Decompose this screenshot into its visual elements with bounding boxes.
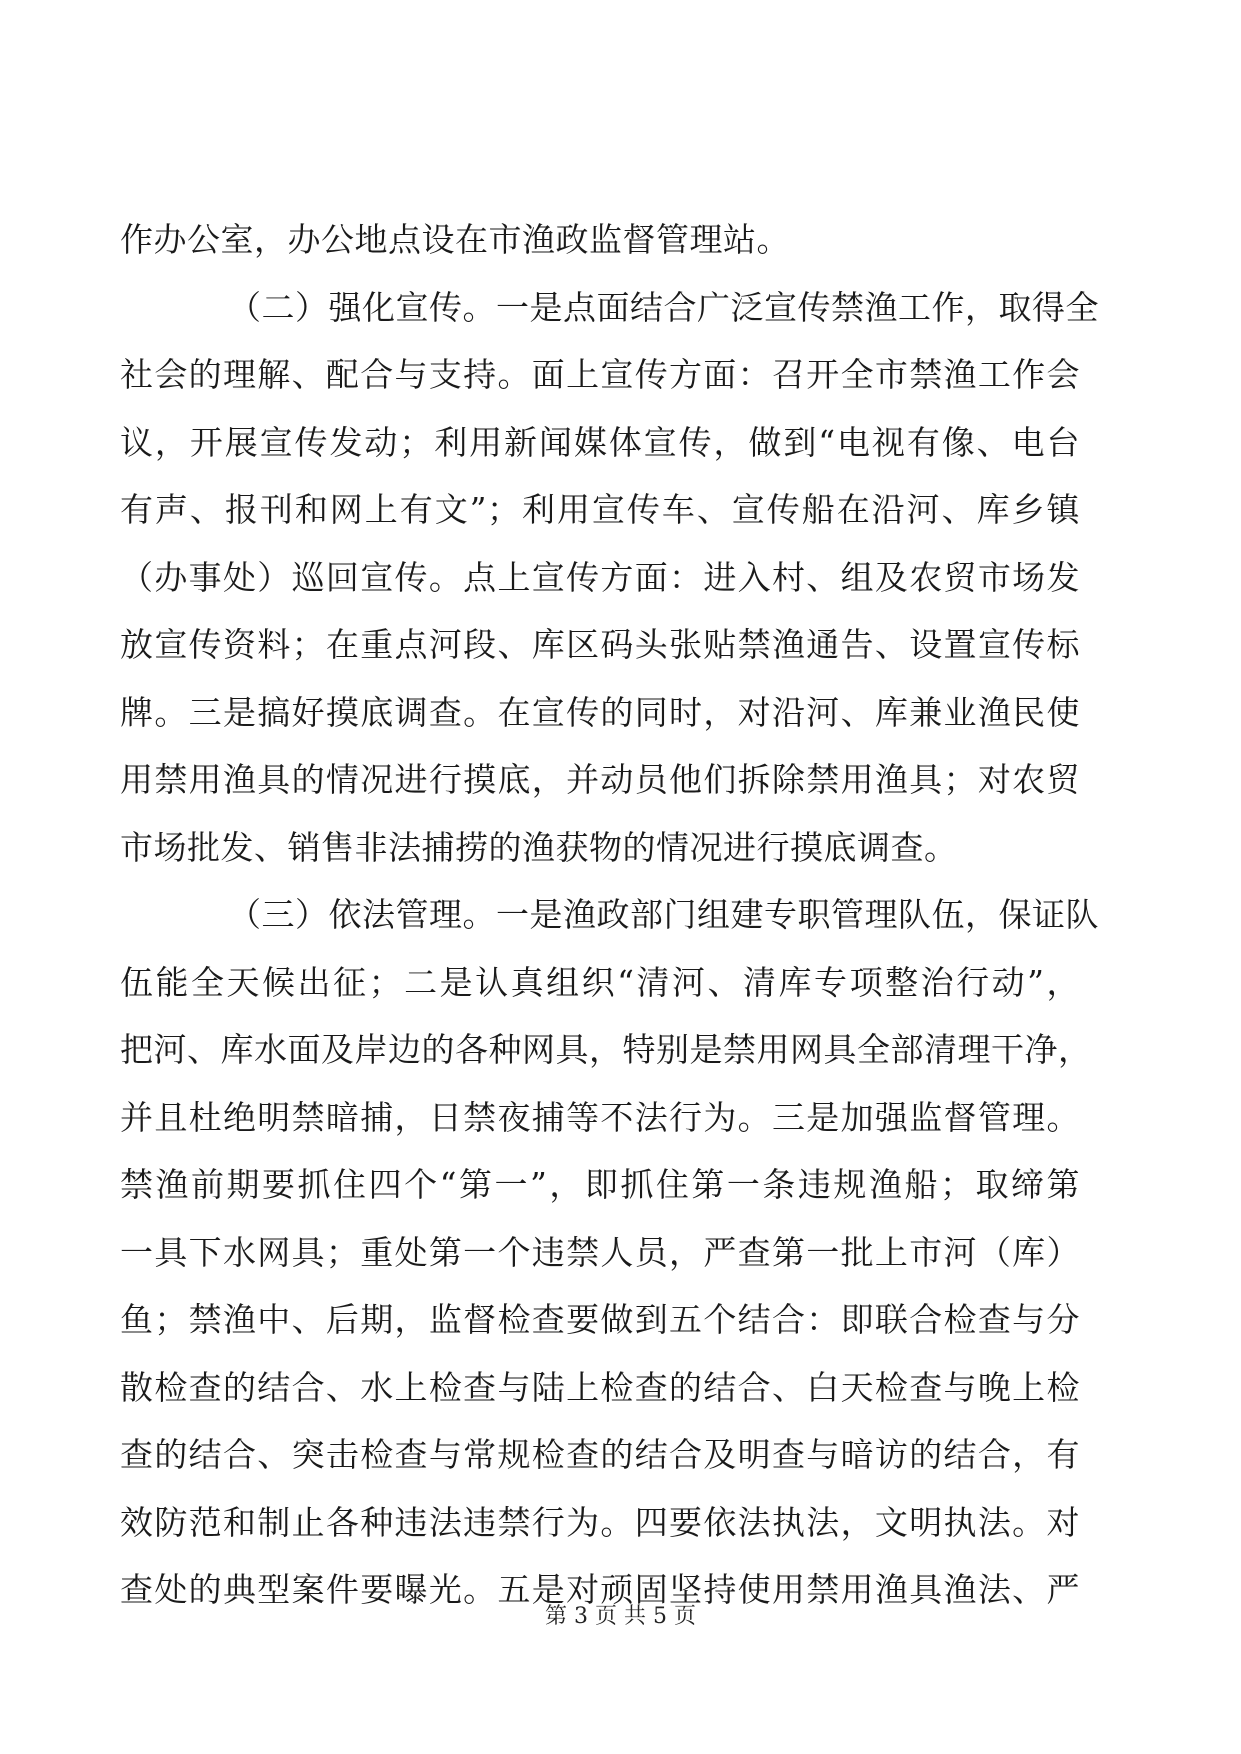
text-line: 社会的理解、配合与支持。面上宣传方面：召开全市禁渔工作会: [120, 355, 1080, 394]
text-line: 查的结合、突击检查与常规检查的结合及明查与暗访的结合，有: [120, 1435, 1080, 1474]
page-number-footer: 第 3 页 共 5 页: [545, 1604, 696, 1629]
text-line: （办事处）巡回宣传。点上宣传方面：进入村、组及农贸市场发: [120, 557, 1080, 597]
text-line: 有声、报刊和网上有文”；利用宣传车、宣传船在沿河、库乡镇: [120, 490, 1080, 529]
text-line: 牌。三是搞好摸底调查。在宣传的同时，对沿河、库兼业渔民使: [120, 692, 1080, 732]
text-line: 放宣传资料；在重点河段、库区码头张贴禁渔通告、设置宣传标: [120, 625, 1080, 664]
text-line: 查处的典型案件要曝光。五是对顽固坚持使用禁用渔具渔法、严: [120, 1570, 1080, 1609]
text-line: 散检查的结合、水上检查与陆上检查的结合、白天检查与晚上检: [120, 1367, 1080, 1407]
text-line: 伍能全天候出征；二是认真组织“清河、清库专项整治行动”，: [120, 962, 1080, 1002]
text-line: 市场批发、销售非法捕捞的渔获物的情况进行摸底调查。: [120, 827, 958, 867]
text-line: 用禁用渔具的情况进行摸底，并动员他们拆除禁用渔具；对农贸: [120, 760, 1080, 799]
text-line: 把河、库水面及岸边的各种网具，特别是禁用网具全部清理干净，: [120, 1030, 1092, 1069]
text-line: 一具下水网具；重处第一个违禁人员，严查第一批上市河（库）: [120, 1232, 1080, 1272]
text-line: 作办公室，办公地点设在市渔政监督管理站。: [120, 220, 790, 259]
text-line: 鱼；禁渔中、后期，监督检查要做到五个结合：即联合检查与分: [120, 1300, 1080, 1339]
text-line: 并且杜绝明禁暗捕，日禁夜捕等不法行为。三是加强监督管理。: [120, 1097, 1080, 1137]
text-line: （三）依法管理。一是渔政部门组建专职管理队伍，保证队: [228, 895, 1099, 934]
text-line: （二）强化宣传。一是点面结合广泛宣传禁渔工作，取得全: [228, 287, 1099, 327]
text-line: 效防范和制止各种违法违禁行为。四要依法执法，文明执法。对: [120, 1502, 1080, 1542]
text-line: 禁渔前期要抓住四个“第一”，即抓住第一条违规渔船；取缔第: [120, 1165, 1080, 1204]
text-line: 议，开展宣传发动；利用新闻媒体宣传，做到“电视有像、电台: [120, 422, 1080, 462]
